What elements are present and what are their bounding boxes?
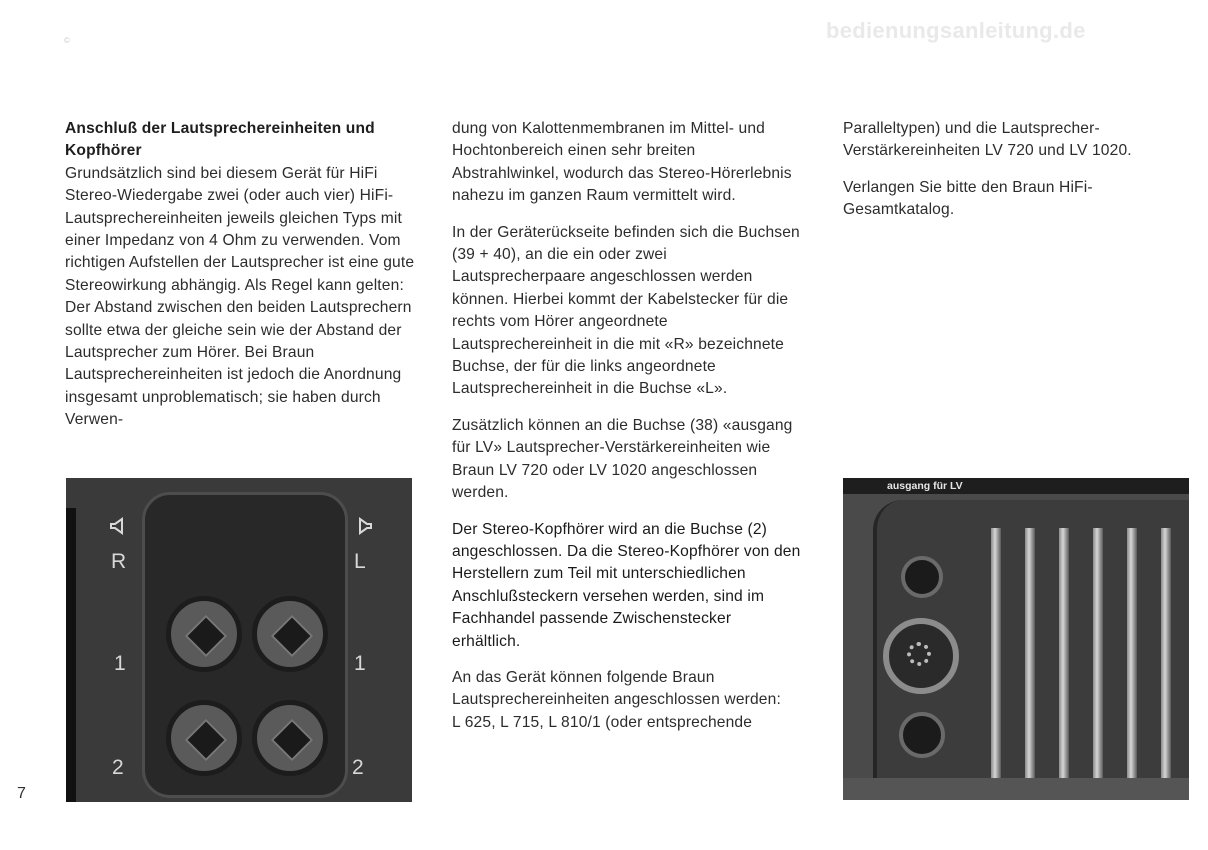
label-row2-left: 2 [112,756,124,779]
paragraph-lv-output: Zusätzlich können an die Buchse (38) «ausgang für LV» Lautsprecher-Verstärkereinheiten wie Braun LV 720 oder LV 1020 angeschlossen werden. [452,416,793,502]
middle-column [452,118,804,734]
paragraph-speaker-units: An das Gerät können folgende Braun Lautsprechereinheiten angeschlossen werden: [452,668,781,709]
lower-jack [899,712,945,758]
intro-paragraph: Grundsätzlich sind bei diesem Gerät für HiFi Stereo-Wiedergabe zwei (oder auch vier) HiFi-Lautsprechereinheiten jeweils gleichen Typs mit einer Impedanz von 4 Ohm zu verwenden. Vom richtigen Aufstellen der Lautsprecher ist eine gute Stereowirkung abhängig. Als Regel kann gelten: Der Abstand zwischen den beiden Lautsprechern sollte etwa der gleiche sein wie der Abstand der Lautsprecher zum Hörer. Bei Braun Lautsprechereinheiten ist jedoch die Anordnung insgesamt unproblematisch; sie haben durch Verwen- [65,164,415,429]
paragraph-rear-sockets: In der Geräterückseite befinden sich die Buchsen (39 + 40), an die ein oder zwei Lautsprecherpaare angeschlossen werden können. Hierbei kommt der Kabelstecker für die rechts vom Hörer angeordnete Lautsprechereinheit in die mit «R» bezeichnete Buchse, der für die links angeordnete Lautsprechereinheit in die Buchse «L». [452,223,800,398]
paragraph-headphones: Der Stereo-Kopfhörer wird an die Buchse (2) angeschlossen. Da die Stereo-Kopfhörer von den Herstellern zum Teil mit unterschiedlichen Anschlußsteckern versehen werden, sind im Fachhandel passende Zwischenstecker erhältlich. [452,520,801,650]
din-socket [883,618,959,694]
lv-output-photo [843,478,1189,800]
heatsink-fin [1093,528,1103,790]
label-r: R [111,550,127,573]
label-l: L [354,550,366,573]
socket-2-right [166,700,242,776]
heatsink-fin [1127,528,1137,790]
socket-2-left [252,700,328,776]
section-heading: Anschluß der Lautsprechereinheiten und Kopfhörer [65,120,375,160]
page-number: 7 [17,785,26,802]
label-row1-left: 1 [114,652,126,675]
watermark: bedienungsanleitung.de [826,18,1086,43]
label-row1-right: 1 [354,652,366,675]
speaker-sockets-photo [66,478,412,802]
heatsink-fin [1161,528,1171,790]
photo-bottom-band [843,778,1189,800]
paragraph-dome-membranes: dung von Kalottenmembranen im Mittel- und Hochtonbereich einen sehr breiten Abstrahlwinkel, wodurch das Stereo-Hörerlebnis nahezu im ganzen Raum vermittelt wird. [452,120,792,205]
heatsink-fin [991,528,1001,790]
paragraph-parallel-types: Paralleltypen) und die Lautsprecher-Verstärkereinheiten LV 720 und LV 1020. [843,120,1132,160]
socket-1-right [166,596,242,672]
left-column [65,118,415,432]
heatsink-fin [1059,528,1069,790]
paragraph-catalog: Verlangen Sie bitte den Braun HiFi-Gesamtkatalog. [843,178,1093,219]
right-column [843,118,1183,222]
device-edge [66,508,76,802]
socket-1-left [252,596,328,672]
upper-jack [901,556,943,598]
speaker-left-icon [354,516,374,536]
paragraph-speaker-models: L 625, L 715, L 810/1 (oder entsprechende [452,713,753,731]
speaker-right-icon [108,516,128,536]
heatsink-fin [1025,528,1035,790]
label-row2-right: 2 [352,756,364,779]
scan-mark: © [64,36,70,45]
lv-output-caption: ausgang für LV [887,480,963,492]
